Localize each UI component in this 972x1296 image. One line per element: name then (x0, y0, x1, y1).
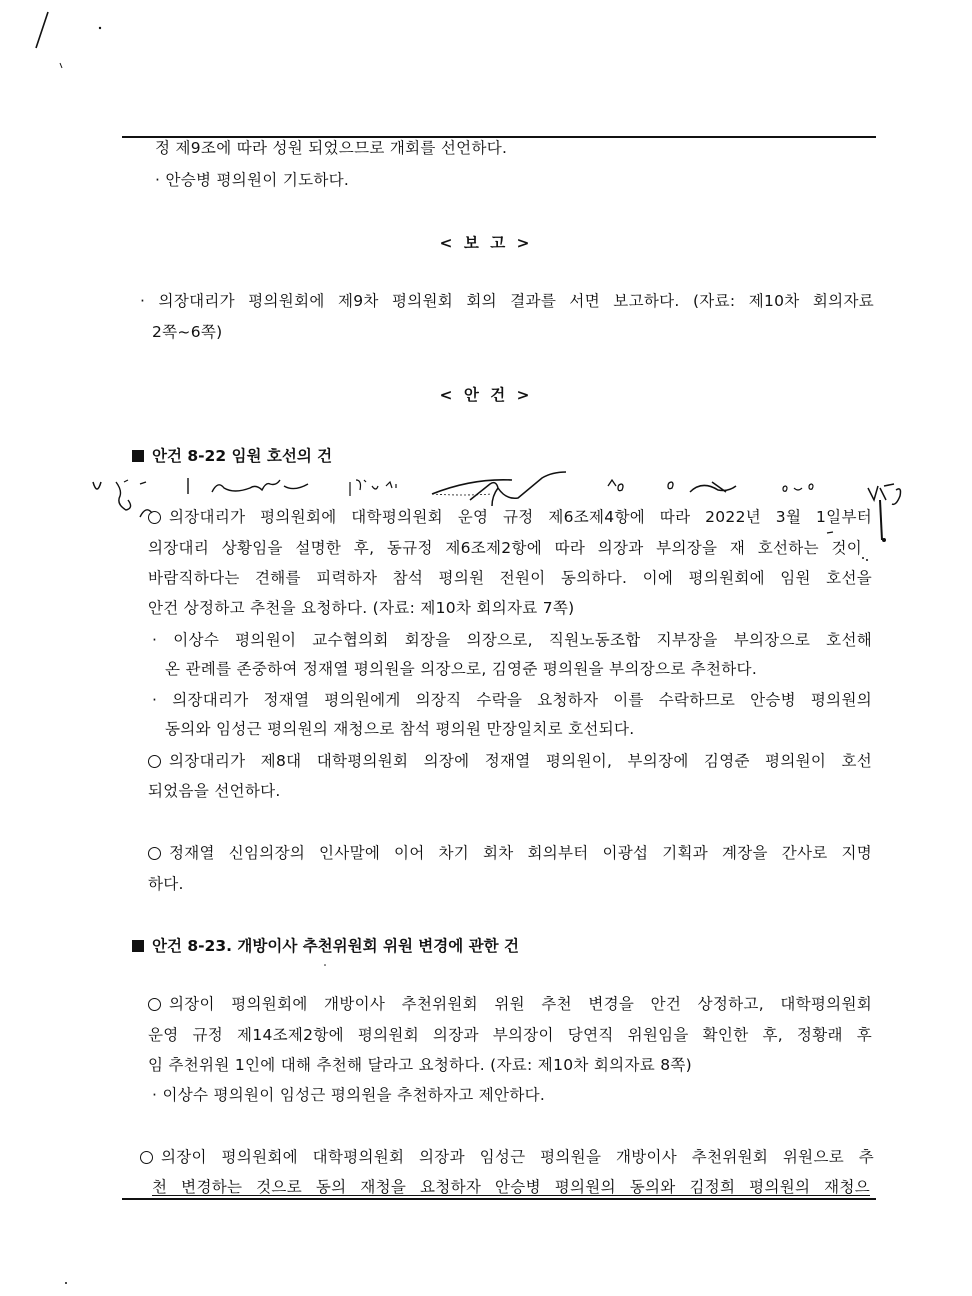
item-8-22-para3-line1: 정재열 신임의장의 인사말에 이어 차기 회차 회의부터 이광섭 기획과 계장을 간사로 지명 (148, 843, 872, 863)
item-8-22-para2-line1: 의장대리가 제8대 대학평의원회 의장에 정재열 평의원이, 부의장에 김영준 평의원이 호선 (148, 751, 872, 771)
item-8-22-bullet1-line1: · 이상수 평의원이 교수협의회 회장을 의장으로, 직원노동조합 지부장을 부의장으로 호선해 (152, 631, 872, 649)
item-8-23-para2-line2: 천 변경하는 것으로 동의 재청을 요청하자 안승병 평의원의 동의와 김정희 평의원의 재청으 (152, 1178, 870, 1196)
prayer-line: · 안승병 평의원이 기도하다. (155, 171, 350, 189)
item-8-23-para1-line2: 운영 규정 제14조제2항에 평의원회 의장과 부의장이 당연직 위원임을 확인한 후, 정황래 후 (148, 1026, 872, 1044)
square-bullet-icon (132, 450, 144, 462)
agenda-item-8-22-heading (132, 444, 332, 466)
item-8-22-para2-line2: 되었음을 선언하다. (148, 782, 281, 800)
circle-bullet-icon (148, 755, 161, 768)
item-8-22-para1-line2: 의장대리 상황임을 설명한 후, 동규정 제6조제2항에 따라 의장과 부의장을 재 호선하는 것이 (148, 539, 862, 557)
item-8-23-bullet1: · 이상수 평의원이 임성근 평의원을 추천하자고 제안하다. (152, 1086, 546, 1104)
item-8-23-para2-line1: 의장이 평의원회에 대학평의원회 의장과 임성근 평의원을 개방이사 추천위원회 위원으로 추 (140, 1147, 874, 1167)
report-line-2: 2쪽~6쪽) (152, 323, 223, 341)
item-8-23-para1-line3: 임 추천위원 1인에 대해 추천해 달라고 요청하다. (자료: 제10차 회의자료 8쪽) (148, 1056, 693, 1074)
item-8-22-para1-line1: 의장대리가 평의원회에 대학평의원회 운영 규정 제6조제4항에 따라 2022년 3월 1일부터 (148, 507, 872, 527)
square-bullet-icon (132, 940, 144, 952)
agenda-item-8-23-title: 안건 8-23. 개방이사 추천위원회 위원 변경에 관한 건 (152, 937, 519, 955)
item-8-23-para1-line1: 의장이 평의원회에 개방이사 추천위원회 위원 추천 변경을 안건 상정하고, 대학평의원회 (148, 994, 872, 1014)
item-8-22-para1-line4: 안건 상정하고 추천을 요청하다. (자료: 제10차 회의자료 7쪽) (148, 599, 575, 617)
item-8-22-para1-line3: 바람직하다는 견해를 피력하자 참석 평의원 전원이 동의하다. 이에 평의원회에 임원 호선을 (148, 569, 872, 587)
continued-text-line: 정 제9조에 따라 성원 되었으므로 개회를 선언하다. (155, 139, 508, 157)
circle-bullet-icon (148, 511, 161, 524)
circle-bullet-icon (140, 1151, 153, 1164)
circle-bullet-icon (148, 998, 161, 1011)
item-8-22-bullet1-line2: 온 관례를 존중하여 정재열 평의원을 의장으로, 김영준 평의원을 부의장으로 추천하다. (165, 660, 758, 678)
item-8-22-bullet2-line2: 동의와 임성근 평의원의 재청으로 참석 평의원 만장일치로 호선되다. (165, 720, 635, 738)
agenda-item-8-22-title: 안건 8-22 임원 호선의 건 (152, 447, 333, 465)
report-section-title: < 보 고 > (439, 234, 533, 252)
agenda-section-title: < 안 건 > (439, 386, 533, 404)
item-8-22-bullet2-line1: · 의장대리가 정재열 평의원에게 의장직 수락을 요청하자 이를 수락하므로 안승병 평의원의 (152, 691, 872, 709)
footer-rule (122, 1198, 876, 1200)
report-line-1: · 의장대리가 평의원회에 제9차 평의원회 회의 결과를 서면 보고하다. (자료: 제10차 회의자료 (140, 292, 874, 310)
item-8-22-para3-line2: 하다. (148, 875, 184, 893)
agenda-item-8-23-heading (132, 934, 519, 956)
circle-bullet-icon (148, 847, 161, 860)
